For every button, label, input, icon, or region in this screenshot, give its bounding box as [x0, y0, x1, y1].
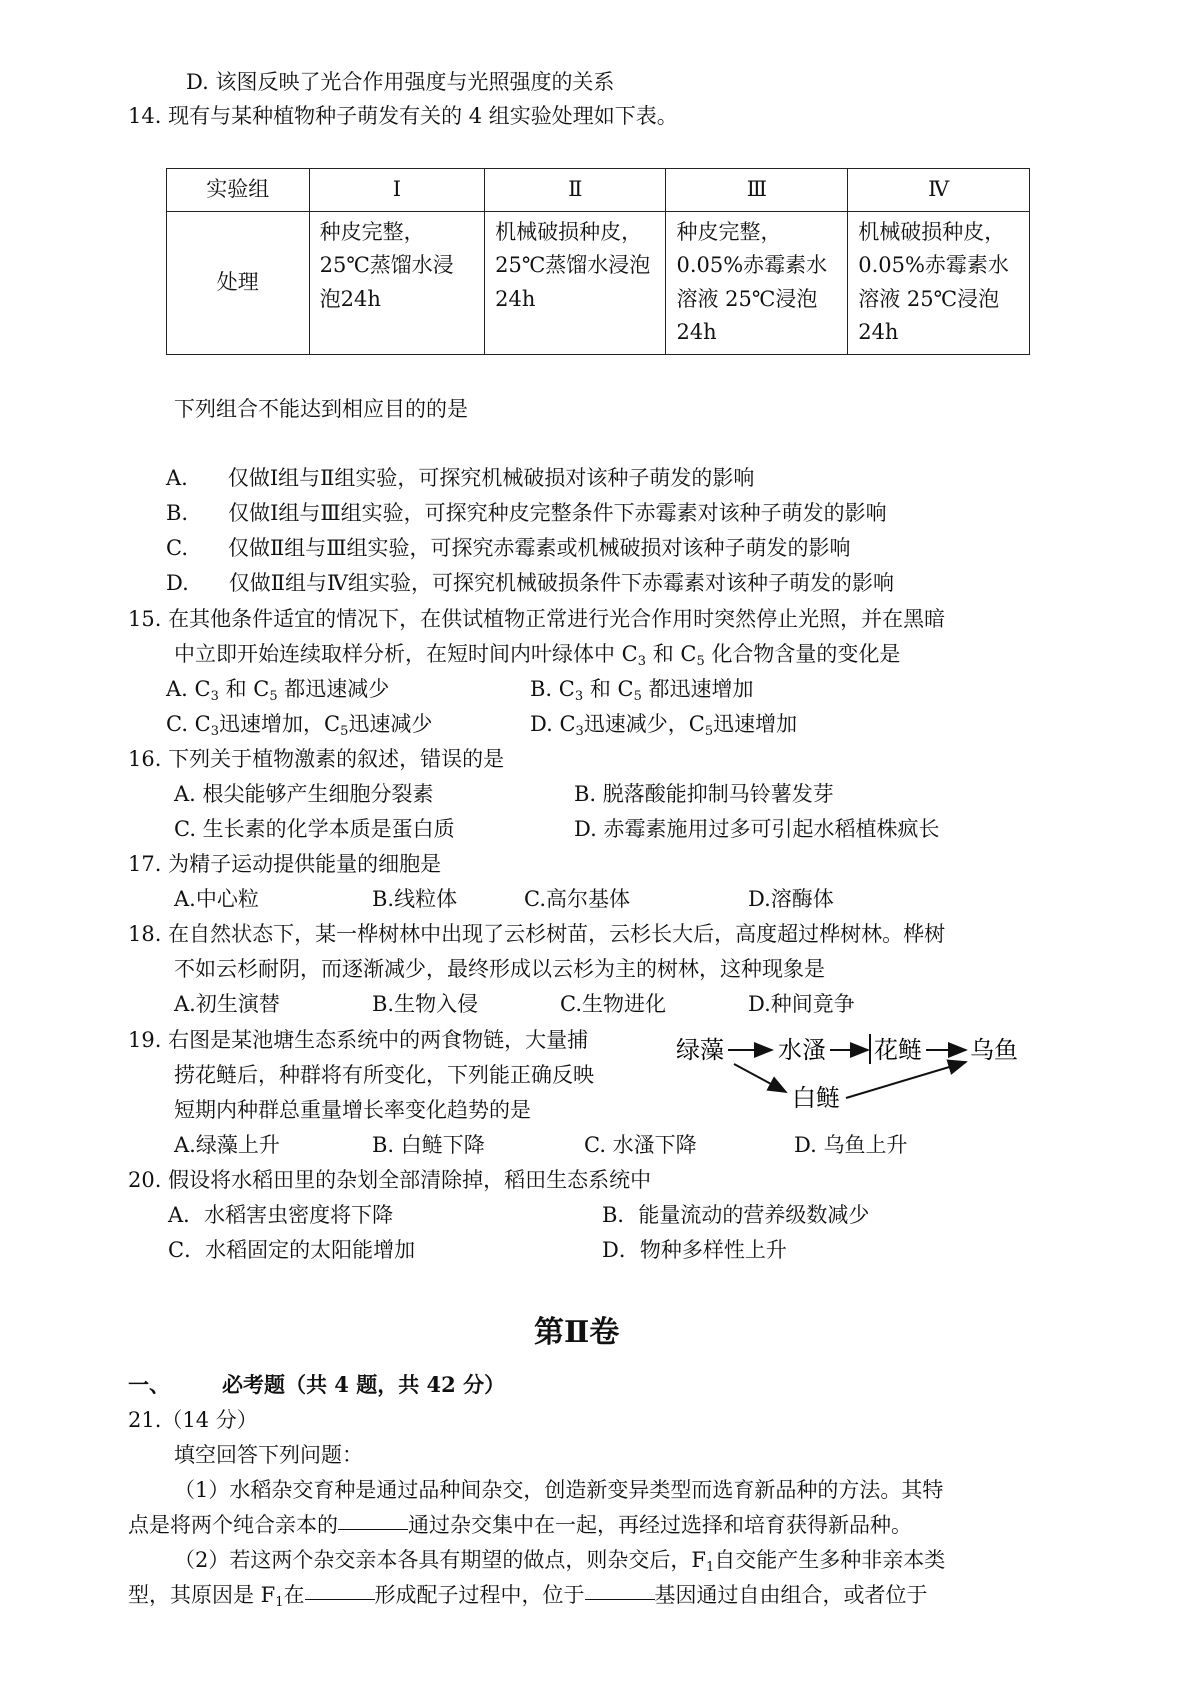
text: 型，其原因是 F	[128, 1583, 276, 1607]
text: 形成配子过程中，位于	[374, 1583, 585, 1607]
subscript: 3	[575, 724, 584, 739]
table-header-cell: Ⅳ	[848, 169, 1030, 212]
table-cell: 机械破损种皮，0.05%赤霉素水溶液 25℃浸泡 24h	[848, 211, 1030, 354]
table-header-row	[167, 169, 1030, 212]
option-text: 仅做Ⅰ组与Ⅲ组实验，可探究种皮完整条件下赤霉素对该种子萌发的影响	[228, 501, 887, 525]
q16-option-d: D. 赤霉素施用过多可引起水稻植株疯长	[574, 817, 940, 841]
subscript: 5	[633, 689, 642, 704]
text: 和 C	[652, 642, 697, 666]
node-silver-carp-flower: 花鲢	[874, 1036, 922, 1064]
answer-blank[interactable]	[305, 1598, 375, 1600]
q15-option-c	[166, 708, 432, 742]
section-number: 一、	[128, 1372, 170, 1397]
q21-part2-line1	[174, 1544, 945, 1578]
q21-head: 21.（14 分）	[128, 1408, 258, 1432]
food-chain-diagram	[670, 1020, 1040, 1130]
q20-option-d: D．物种多样性上升	[602, 1238, 787, 1262]
option-text: 仅做Ⅱ组与Ⅳ组实验，可探究机械破损条件下赤霉素对该种子萌发的影响	[228, 571, 895, 595]
q16-option-c: C. 生长素的化学本质是蛋白质	[174, 817, 455, 841]
option-text: 仅做Ⅱ组与Ⅲ组实验，可探究赤霉素或机械破损对该种子萌发的影响	[228, 536, 851, 560]
node-snakehead: 乌鱼	[970, 1036, 1018, 1064]
table-header-cell: Ⅲ	[666, 169, 848, 212]
text: 迅速减少，C	[583, 712, 705, 736]
q16-option-a: A. 根尖能够产生细胞分裂素	[174, 782, 434, 806]
q19-option-a: A.绿藻上升	[174, 1133, 280, 1157]
subscript: 1	[275, 1595, 284, 1610]
table-header-cell: Ⅱ	[485, 169, 666, 212]
text: 中立即开始连续取样分析，在短时间内叶绿体中 C	[174, 642, 638, 666]
text: 化合物含量的变化是	[711, 642, 901, 666]
q15-option-a	[166, 673, 389, 707]
subscript: 3	[210, 724, 220, 739]
arrow	[734, 1064, 786, 1092]
q16-stem: 16. 下列关于植物激素的叙述，错误的是	[128, 747, 505, 771]
subscript: 5	[269, 689, 278, 704]
q18-option-c: C.生物进化	[560, 992, 666, 1016]
q17-option-d: D.溶酶体	[748, 887, 834, 911]
text: 迅速减少	[348, 712, 433, 736]
q13-option-d: D. 该图反映了光合作用强度与光照强度的关系	[186, 70, 615, 94]
option-label: A.	[166, 466, 188, 490]
text: 在	[283, 1583, 305, 1607]
q14-question: 下列组合不能达到相应目的的是	[174, 397, 468, 421]
q14-option-d	[166, 567, 894, 600]
section-heading: 必考题（共 4 题，共 42 分）	[222, 1372, 506, 1397]
subscript: 5	[696, 654, 705, 669]
node-green-algae: 绿藻	[676, 1036, 724, 1064]
text: A. C	[166, 677, 211, 701]
option-label: C.	[166, 536, 188, 560]
table-row-label: 处理	[167, 211, 310, 354]
q19-option-c: C. 水溞下降	[584, 1133, 697, 1157]
q19-line3: 短期内种群总重量增长率变化趋势的是	[174, 1098, 531, 1122]
text: 基因通过自由组合，或者位于	[654, 1583, 928, 1607]
section-title: 第Ⅱ卷	[534, 1315, 620, 1350]
q19-option-d: D. 乌鱼上升	[794, 1133, 908, 1157]
q19-line1: 19. 右图是某池塘生态系统中的两食物链，大量捕	[128, 1028, 589, 1052]
text: 自交能产生多种非亲本类	[714, 1548, 946, 1572]
q17-option-c: C.高尔基体	[524, 887, 630, 911]
text: 迅速增加	[713, 712, 798, 736]
table-header-cell: 实验组	[167, 169, 310, 212]
subscript: 3	[210, 689, 219, 704]
q20-option-b: B．能量流动的营养级数减少	[602, 1203, 870, 1227]
text: 通过杂交集中在一起，再经过选择和培育获得新品种。	[408, 1513, 912, 1537]
q15-option-d	[530, 708, 797, 742]
experiment-table	[166, 168, 1030, 355]
table-cell: 机械破损种皮，25℃蒸馏水浸泡 24h	[485, 211, 666, 354]
subscript: 5	[704, 724, 714, 739]
subscript: 1	[705, 1560, 715, 1575]
text: 都迅速减少	[284, 677, 390, 701]
q15-option-b	[530, 673, 754, 707]
text: 迅速增加，C	[219, 712, 341, 736]
option-label: D.	[166, 571, 189, 595]
arrow	[846, 1062, 966, 1098]
table-cell: 种皮完整，25℃蒸馏水浸泡24h	[309, 211, 485, 354]
q18-option-d: D.种间竟争	[748, 992, 855, 1016]
q21-part2-line2	[128, 1579, 928, 1613]
text: 和 C	[225, 677, 270, 701]
q14-stem: 14. 现有与某种植物种子萌发有关的 4 组实验处理如下表。	[128, 104, 678, 128]
node-water-flea: 水溞	[778, 1036, 826, 1064]
q16-option-b: B. 脱落酸能抑制马铃薯发芽	[574, 782, 834, 806]
q15-line2	[174, 638, 900, 672]
q21-intro: 填空回答下列问题：	[174, 1443, 363, 1467]
q21-part1-line2	[128, 1509, 912, 1542]
q19-line2: 捞花鲢后，种群将有所变化，下列能正确反映	[174, 1063, 594, 1087]
table-header-cell: Ⅰ	[309, 169, 485, 212]
text: （2）若这两个杂交亲本各具有期望的做点，则杂交后，F	[174, 1548, 706, 1572]
option-text: 仅做Ⅰ组与Ⅱ组实验，可探究机械破损对该种子萌发的影响	[227, 466, 755, 490]
subscript: 5	[340, 724, 349, 739]
option-label: B.	[166, 501, 189, 525]
q20-option-c: C．水稻固定的太阳能增加	[168, 1238, 416, 1262]
text: B. C	[530, 677, 575, 701]
q18-option-a: A.初生演替	[174, 992, 280, 1016]
text: 点是将两个纯合亲本的	[128, 1513, 338, 1537]
q17-option-b: B.线粒体	[372, 887, 458, 911]
text: 和 C	[589, 677, 634, 701]
text: C. C	[166, 712, 211, 736]
q14-option-a	[166, 462, 754, 495]
q18-option-b: B.生物入侵	[372, 992, 479, 1016]
q15-line1: 15. 在其他条件适宜的情况下，在供试植物正常进行光合作用时突然停止光照，并在黑暗	[128, 607, 946, 631]
q20-stem: 20. 假设将水稻田里的杂划全部清除掉，稻田生态系统中	[128, 1168, 652, 1192]
node-silver-carp: 白鲢	[792, 1084, 840, 1112]
q17-stem: 17. 为精子运动提供能量的细胞是	[128, 852, 442, 876]
text: D. C	[530, 712, 576, 736]
q14-option-c	[166, 532, 851, 565]
q20-option-a: A．水稻害虫密度将下降	[168, 1203, 394, 1227]
table-row	[167, 211, 1030, 354]
subscript: 3	[574, 689, 584, 704]
text: 都迅速增加	[648, 677, 754, 701]
answer-blank[interactable]	[585, 1598, 655, 1600]
table-cell: 种皮完整，0.05%赤霉素水溶液 25℃浸泡 24h	[666, 211, 848, 354]
q14-option-b	[166, 497, 887, 530]
q19-option-b: B. 白鲢下降	[372, 1133, 485, 1157]
q18-line2: 不如云杉耐阴，而逐渐减少，最终形成以云杉为主的树林，这种现象是	[174, 957, 825, 981]
subscript: 3	[637, 654, 647, 669]
q17-option-a: A.中心粒	[174, 887, 259, 911]
q18-line1: 18. 在自然状态下，某一桦树林中出现了云杉树苗，云杉长大后，高度超过桦树林。桦树	[128, 922, 946, 946]
answer-blank[interactable]	[338, 1528, 408, 1530]
q21-part1-line1: （1）水稻杂交育种是通过品种间杂交，创造新变异类型而选育新品种的方法。其特	[174, 1478, 944, 1502]
